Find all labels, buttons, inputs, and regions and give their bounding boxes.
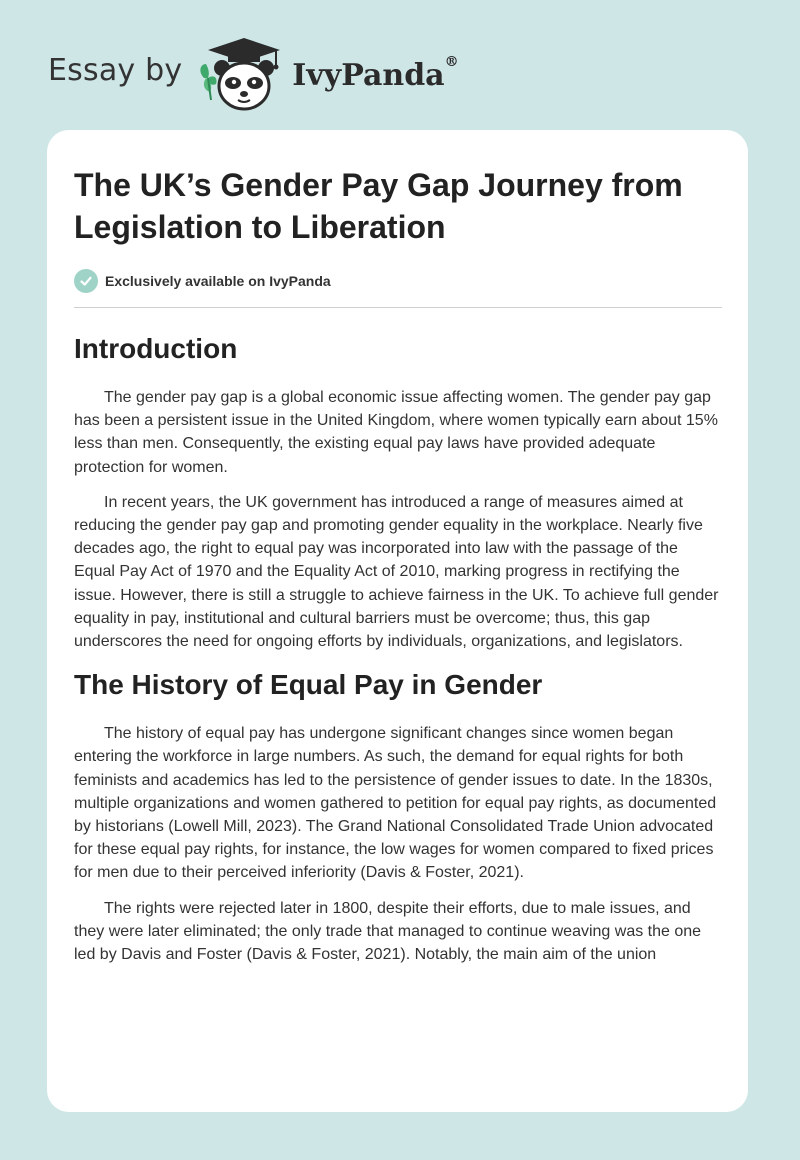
paragraph: The gender pay gap is a global economic issue affecting women. The gender pay gap has been a persistent issue in the United Kingdom, where women typically earn about 15% less than men. Consequently, the existing equal pay laws have provided adequate protection for women. xyxy=(74,389,718,476)
site-header xyxy=(48,34,459,114)
paragraph: The rights were rejected later in 1800, despite their efforts, due to male issues, and they were later eliminated; the only trade that managed to continue weaving was the one led by Davis and Foster (Davis & Foster, 2021). Notably, the main aim of the union xyxy=(74,899,702,964)
registered-mark: ® xyxy=(444,53,459,70)
essay-by-label: Essay by xyxy=(48,52,183,88)
title-divider xyxy=(74,307,722,308)
exclusive-badge xyxy=(74,268,722,294)
paragraph: The history of equal pay has undergone significant changes since women began entering the workforce in large numbers. As such, the demand for equal rights for both feminists and academics has led to the persistence of gender issues to date. In the 1830s, multiple organizations and women gathered to petition for equal pay rights, as documented by historians (Lowell Mill, 2023). The Grand National Consolidated Trade Union advocated for these equal pay rights, for instance, the low wages for women compared to fixed prices for men due to their perceived inferiority (Davis & Foster, 2021). xyxy=(74,725,717,882)
section-heading-introduction: Introduction xyxy=(74,333,238,364)
essay-content xyxy=(74,164,722,966)
check-icon xyxy=(74,269,98,293)
exclusive-badge-label: Exclusively available on IvyPanda xyxy=(105,273,331,289)
ivy-leaf-icon xyxy=(201,64,217,100)
section-heading-history: The History of Equal Pay in Gender xyxy=(74,669,543,701)
essay-card xyxy=(47,130,748,1112)
paragraph: In recent years, the UK government has introduced a range of measures aimed at reducing the gender pay gap and promoting gender equality in the workplace. Nearly five decades ago, the right to equal pay was incorporated into law with the passage of the Equal Pay Act of 1970 and the Equality Act of 2010, marking progress in rectifying the issue. However, there is still a struggle to achieve fairness in the UK. To achieve full gender equality in pay, institutional and cultural barriers must be overcome; thus, this gap underscores the need for ongoing efforts by individuals, organizations, and legislators. xyxy=(74,493,719,651)
essay-title: The UK’s Gender Pay Gap Journey from Legislation to Liberation xyxy=(74,167,683,245)
panda-logo-icon[interactable] xyxy=(196,34,288,114)
brand-name[interactable]: IvyPanda® xyxy=(292,53,459,93)
